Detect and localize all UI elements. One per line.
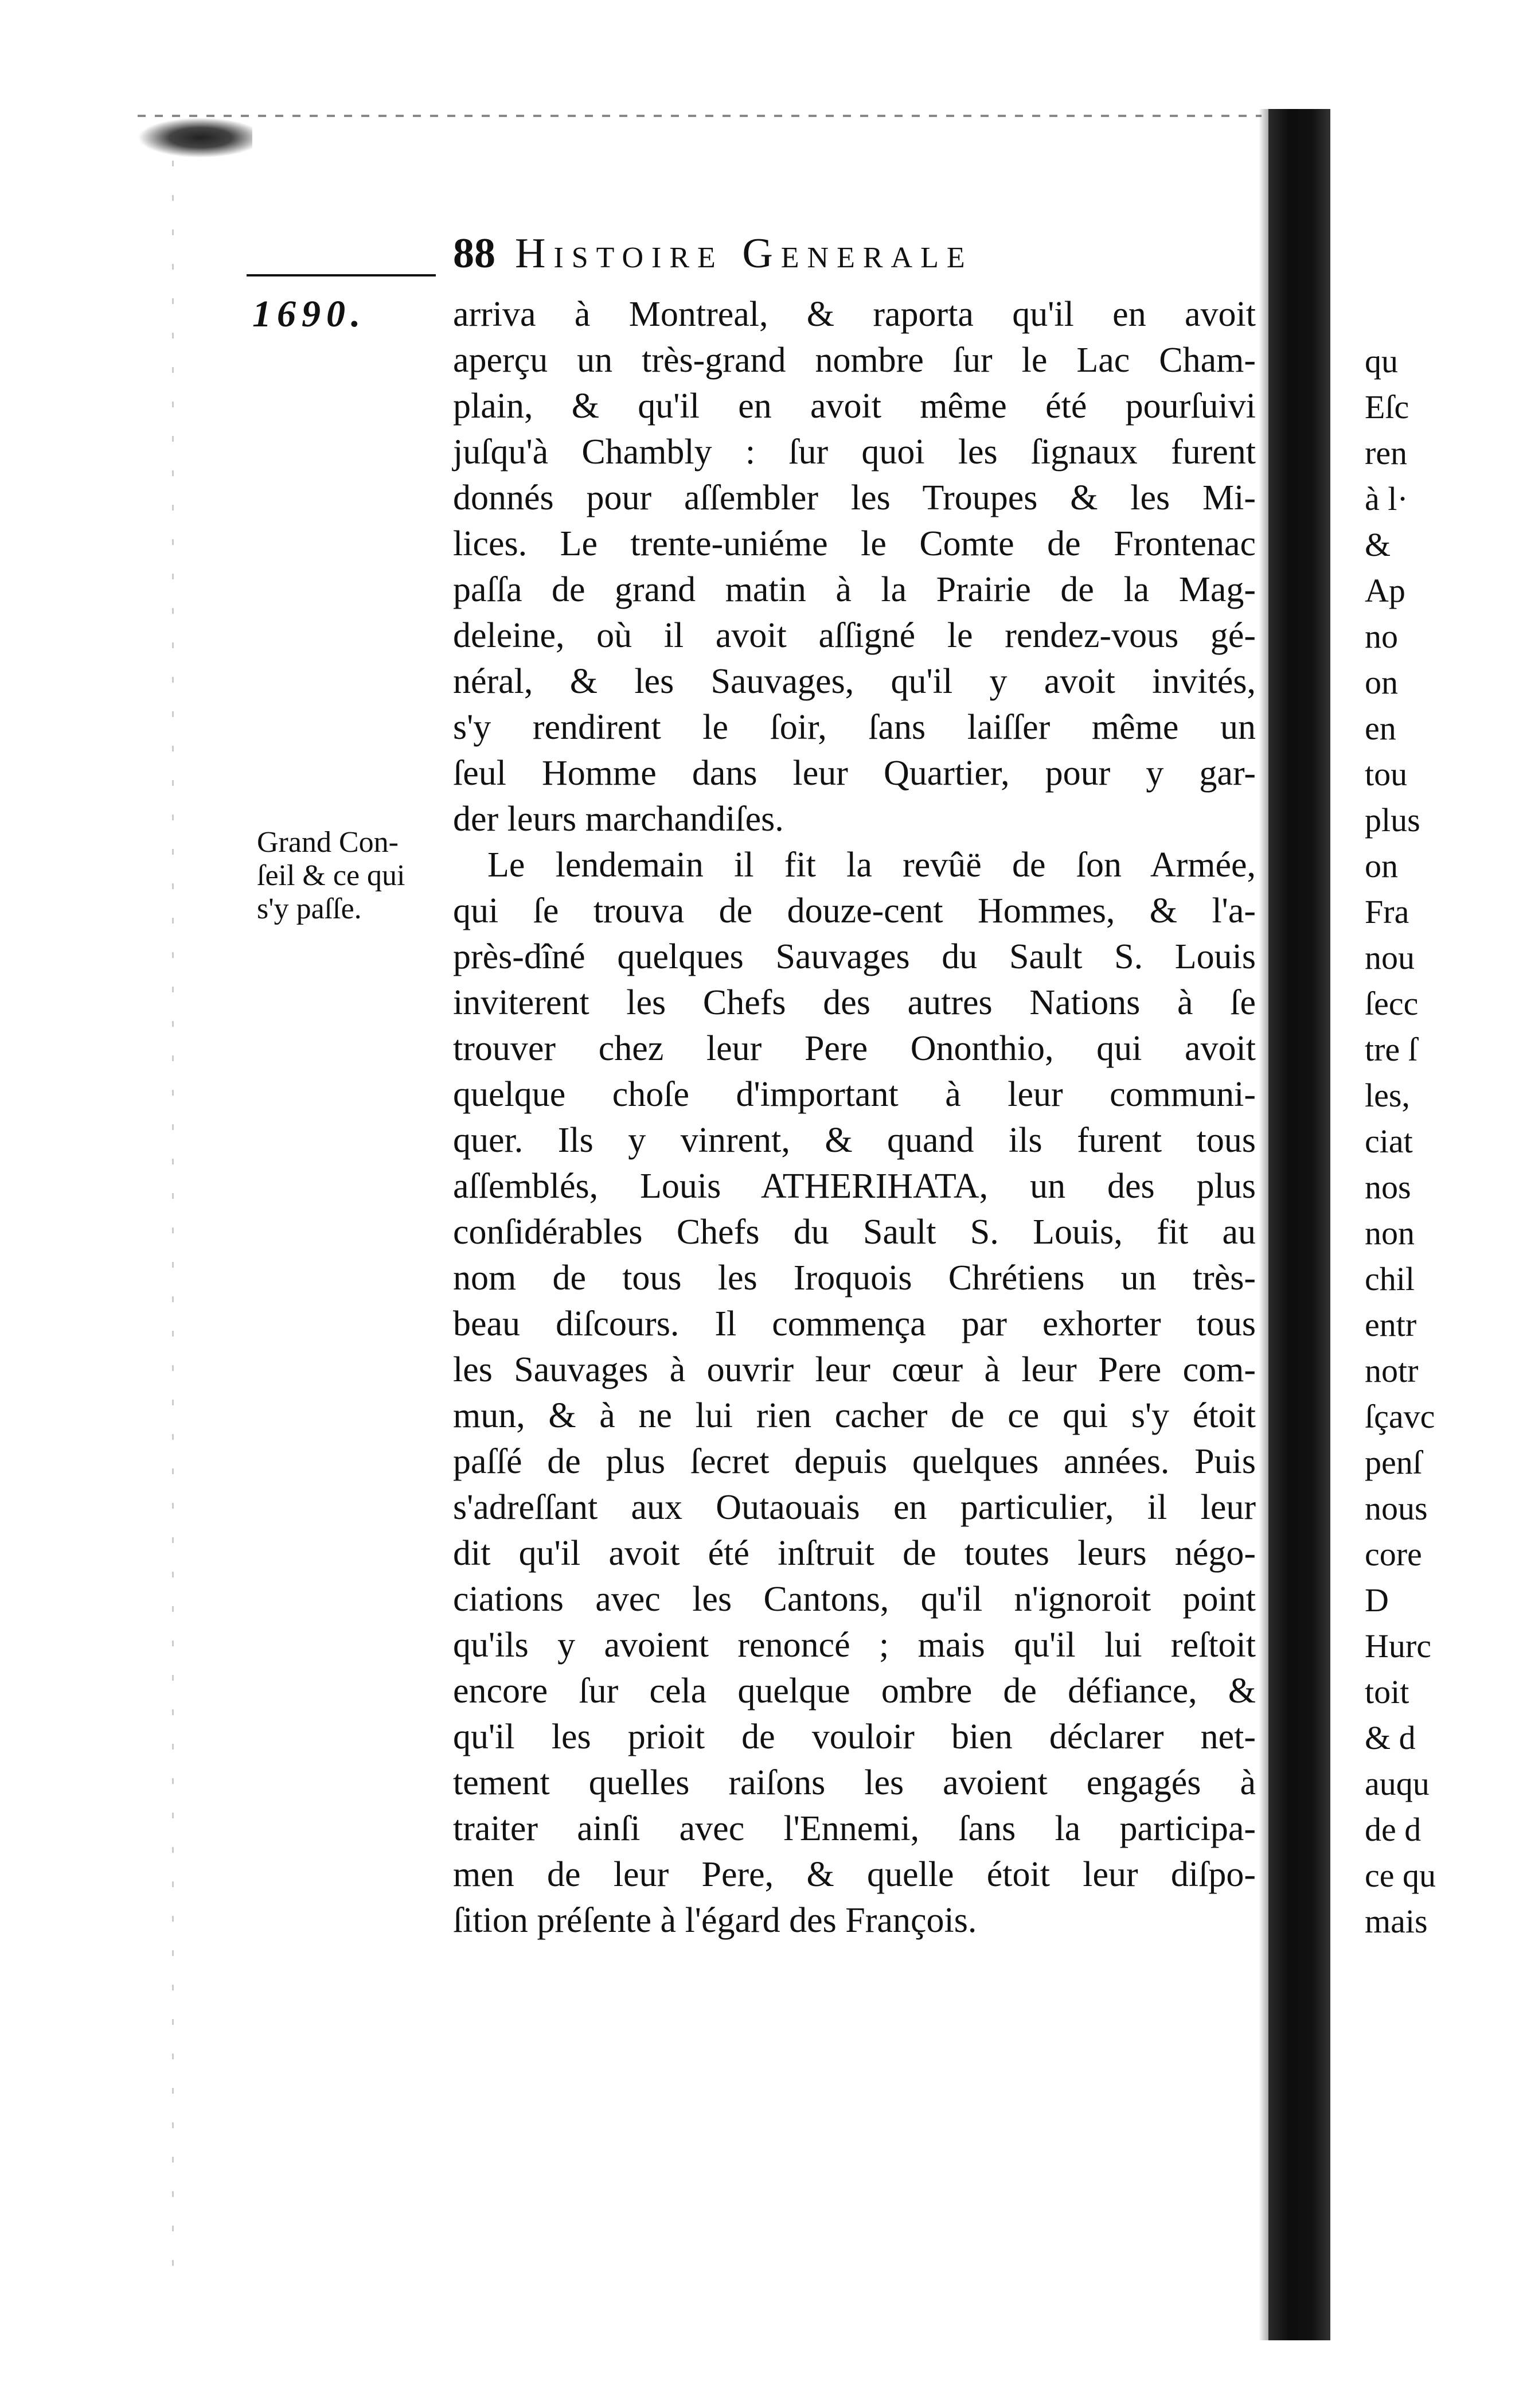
facing-fragment: chil bbox=[1365, 1260, 1415, 1297]
facing-fragment: ce qu bbox=[1365, 1857, 1436, 1894]
facing-fragment: & d bbox=[1365, 1719, 1416, 1756]
facing-fragment: ciat bbox=[1365, 1123, 1413, 1160]
facing-fragment: nous bbox=[1365, 1490, 1428, 1527]
text-line: plain, & qu'il en avoit même été pourſuivi bbox=[453, 387, 1256, 426]
scan-edge-line bbox=[138, 115, 1262, 117]
text-line: paſſa de grand matin à la Prairie de la Mag- bbox=[453, 570, 1256, 609]
facing-fragment: on bbox=[1365, 847, 1398, 885]
facing-fragment: qu bbox=[1365, 342, 1398, 380]
text-line: encore ſur cela quelque ombre de défiance, & bbox=[453, 1671, 1256, 1710]
page-number: 88 bbox=[453, 230, 495, 277]
text-line: juſqu'à Chambly : ſur quoi les ſignaux furent bbox=[453, 432, 1256, 472]
text-line: inviterent les Chefs des autres Nations à ſe bbox=[453, 983, 1256, 1022]
text-line: nom de tous les Iroquois Chrétiens un très- bbox=[453, 1258, 1256, 1297]
text-line: lices. Le trente-uniéme le Comte de Frontenac bbox=[453, 524, 1256, 563]
facing-fragment: on bbox=[1365, 664, 1398, 701]
text-line: tement quelles raiſons les avoient engagés à bbox=[453, 1763, 1256, 1802]
text-line: près-dîné quelques Sauvages du Sault S. Louis bbox=[453, 937, 1256, 976]
facing-fragment: toit bbox=[1365, 1673, 1409, 1710]
text-line: mun, & à ne lui rien cacher de ce qui s'y étoit bbox=[453, 1396, 1256, 1435]
facing-fragment: auqu bbox=[1365, 1765, 1430, 1802]
text-line: les Sauvages à ouvrir leur cœur à leur Pere com- bbox=[453, 1350, 1256, 1389]
text-line: s'adreſſant aux Outaouais en particulier, il leur bbox=[453, 1488, 1256, 1527]
text-line: arriva à Montreal, & raporta qu'il en avoit bbox=[453, 295, 1256, 334]
facing-fragment: Hurc bbox=[1365, 1627, 1431, 1665]
facing-fragment: core bbox=[1365, 1536, 1422, 1573]
text-line: paſſé de plus ſecret depuis quelques années. Puis bbox=[453, 1442, 1256, 1481]
margin-note-line: ſeil & ce qui bbox=[257, 859, 405, 892]
facing-fragment: Ap bbox=[1365, 572, 1405, 609]
facing-fragment: les, bbox=[1365, 1077, 1410, 1114]
text-line: conſidérables Chefs du Sault S. Louis, fit au bbox=[453, 1213, 1256, 1252]
text-line: der leurs marchandiſes. bbox=[453, 800, 784, 839]
facing-fragment: de d bbox=[1365, 1811, 1422, 1848]
text-line: quelque choſe d'important à leur communi- bbox=[453, 1075, 1256, 1114]
facing-fragment: ſecc bbox=[1365, 985, 1419, 1022]
margin-note bbox=[257, 826, 446, 926]
main-text bbox=[453, 291, 1256, 1943]
text-line: ſeul Homme dans leur Quartier, pour y gar- bbox=[453, 754, 1256, 793]
text-line: qu'ils y avoient renoncé ; mais qu'il lui reſtoit bbox=[453, 1626, 1256, 1665]
text-line: qu'il les prioit de vouloir bien déclarer net- bbox=[453, 1717, 1256, 1756]
facing-fragment: penſ bbox=[1365, 1444, 1422, 1481]
margin-year: 1690. bbox=[252, 293, 366, 335]
facing-fragment: ſçavc bbox=[1365, 1398, 1435, 1435]
facing-fragment: non bbox=[1365, 1214, 1415, 1252]
text-line: quer. Ils y vinrent, & quand ils furent tous bbox=[453, 1121, 1256, 1160]
facing-page-fragments bbox=[1365, 338, 1514, 1945]
facing-fragment: Fra bbox=[1365, 893, 1409, 930]
facing-fragment: en bbox=[1365, 710, 1396, 747]
facing-fragment: mais bbox=[1365, 1903, 1428, 1940]
facing-fragment: & bbox=[1365, 526, 1391, 563]
text-line: aperçu un très-grand nombre ſur le Lac Cham- bbox=[453, 341, 1256, 380]
facing-fragment: nos bbox=[1365, 1168, 1411, 1206]
facing-fragment: notr bbox=[1365, 1352, 1419, 1389]
facing-fragment: nou bbox=[1365, 939, 1415, 976]
text-line: aſſemblés, Louis ATHERIHATA, un des plus bbox=[453, 1167, 1256, 1206]
text-line: ſition préſente à l'égard des François. bbox=[453, 1901, 977, 1940]
facing-fragment: no bbox=[1365, 618, 1398, 655]
header-rule bbox=[247, 274, 436, 276]
page-edge bbox=[172, 161, 174, 2283]
book-gutter bbox=[1268, 109, 1330, 2340]
text-line: donnés pour aſſembler les Troupes & les Mi- bbox=[453, 478, 1256, 517]
facing-fragment: entr bbox=[1365, 1306, 1417, 1343]
text-line: ciations avec les Cantons, qu'il n'ignoroit point bbox=[453, 1580, 1256, 1619]
text-line: traiter ainſi avec l'Ennemi, ſans la participa- bbox=[453, 1809, 1256, 1848]
running-title: Histoire Generale bbox=[515, 230, 973, 277]
text-line: qui ſe trouva de douze-cent Hommes, & l'a- bbox=[453, 891, 1256, 930]
margin-note-line: s'y paſſe. bbox=[257, 893, 362, 925]
facing-fragment: tre ſ bbox=[1365, 1031, 1418, 1068]
facing-fragment: à l· bbox=[1365, 480, 1408, 517]
running-head bbox=[453, 229, 973, 278]
facing-fragment: plus bbox=[1365, 801, 1420, 839]
text-line: dit qu'il avoit été inſtruit de toutes leurs négo- bbox=[453, 1534, 1256, 1573]
margin-note-line: Grand Con- bbox=[257, 826, 399, 859]
text-line: trouver chez leur Pere Ononthio, qui avoit bbox=[453, 1029, 1256, 1068]
text-line: s'y rendirent le ſoir, ſans laiſſer même un bbox=[453, 708, 1256, 747]
text-line: Le lendemain il fit la revûë de ſon Armée, bbox=[487, 845, 1256, 885]
facing-fragment: D bbox=[1365, 1581, 1389, 1619]
facing-fragment: Eſc bbox=[1365, 388, 1409, 426]
facing-fragment: tou bbox=[1365, 755, 1408, 793]
facing-fragment: ren bbox=[1365, 434, 1408, 472]
text-line: beau diſcours. Il commença par exhorter tous bbox=[453, 1304, 1256, 1343]
text-line: néral, & les Sauvages, qu'il y avoit invités, bbox=[453, 662, 1256, 701]
scan-smudge bbox=[138, 118, 252, 158]
text-line: deleine, où il avoit aſſigné le rendez-vous gé- bbox=[453, 616, 1256, 655]
text-line: men de leur Pere, & quelle étoit leur diſpo- bbox=[453, 1855, 1256, 1894]
